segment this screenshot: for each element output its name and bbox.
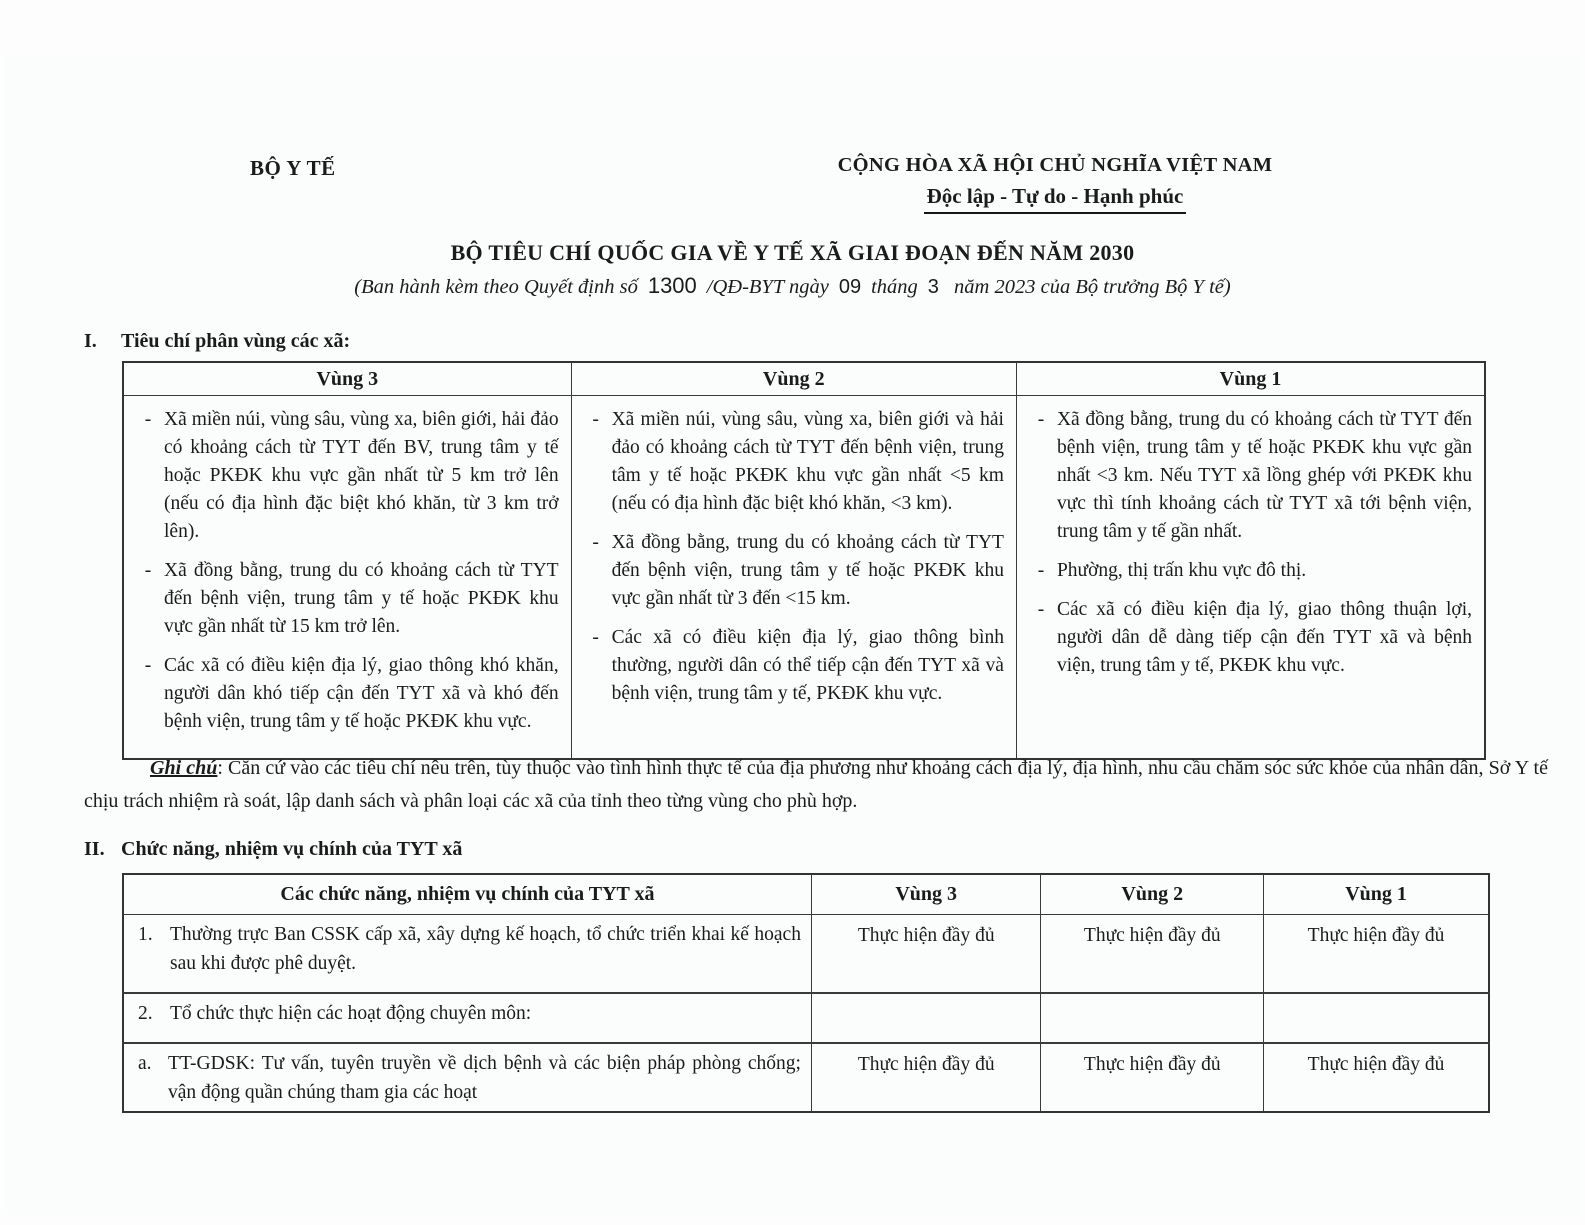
zone1-header: Vùng 1	[1264, 874, 1489, 915]
national-motto: Độc lập - Tự do - Hạnh phúc	[924, 184, 1187, 214]
zone2-header: Vùng 2	[1041, 874, 1264, 915]
country-name: CỘNG HÒA XÃ HỘI CHỦ NGHĨA VIỆT NAM	[837, 154, 1273, 176]
section-2-title: Chức năng, nhiệm vụ chính của TYT xã	[121, 838, 463, 860]
list-item: - Xã đồng bằng, trung du có khoảng cách từ TYT đến bệnh viện, trung tâm y tế hoặc PKĐK khu vực gần nhất từ 3 đến <15 km.	[580, 529, 1006, 613]
zone2-value: Thực hiện đầy đủ	[1041, 1043, 1264, 1112]
zone3-value: Thực hiện đầy đủ	[811, 1043, 1040, 1112]
functions-table-header-row	[123, 874, 1489, 915]
decision-month: 3	[927, 276, 939, 298]
list-item: - Các xã có điều kiện địa lý, giao thông khó khăn, người dân khó tiếp cận đến TYT xã và khó đến bệnh viện, trung tâm y tế hoặc PKĐK khu vực.	[132, 652, 561, 736]
section-2-heading	[84, 838, 462, 861]
subtitle-prefix: (Ban hành kèm theo Quyết định số	[354, 276, 638, 298]
note-label: Ghi chú	[150, 757, 218, 779]
dash-marker: -	[1037, 560, 1045, 581]
table-row	[123, 1043, 1489, 1112]
national-header	[790, 154, 1320, 214]
functions-table	[122, 873, 1490, 1113]
dash-marker: -	[144, 560, 152, 581]
subtitle-mid1: /QĐ-BYT ngày	[706, 276, 829, 298]
zone1-value	[1264, 993, 1489, 1043]
list-item: - Xã miền núi, vùng sâu, vùng xa, biên giới, hải đảo có khoảng cách từ TYT đến BV, trung tâm y tế hoặc PKĐK khu vực gần nhất từ 5 km trở lên (nếu có địa hình đặc biệt khó khăn, từ 3 km trở lên).	[132, 406, 561, 546]
zone3-value	[811, 993, 1040, 1043]
note-text: : Căn cứ vào các tiêu chí nêu trên, tùy thuộc vào tình hình thực tế của địa phương như khoảng cách địa lý, địa hình, nhu cầu chăm sóc sức khỏe của nhân dân, Sở Y tế chịu trách nhiệm rà soát, lập danh sách và phân loại các xã của tỉnh theo từng vùng cho phù hợp.	[84, 757, 1548, 812]
dash-marker: -	[592, 532, 599, 553]
zone1-cell	[1016, 396, 1485, 760]
dash-marker: -	[144, 409, 152, 430]
functions-header: Các chức năng, nhiệm vụ chính của TYT xã	[123, 874, 811, 915]
list-item: - Xã đồng bằng, trung du có khoảng cách từ TYT đến bệnh viện, trung tâm y tế hoặc PKĐK khu vực gần nhất từ 15 km trở lên.	[132, 557, 561, 641]
zone2-cell	[571, 396, 1016, 760]
zone2-value: Thực hiện đầy đủ	[1041, 915, 1264, 994]
zone2-header: Vùng 2	[571, 362, 1016, 396]
table-row	[123, 915, 1489, 994]
decision-number: 1300	[647, 273, 697, 298]
zone2-value	[1041, 993, 1264, 1043]
row-marker: 1.	[138, 924, 153, 945]
zone3-header: Vùng 3	[811, 874, 1040, 915]
list-item: - Phường, thị trấn khu vực đô thị.	[1025, 557, 1474, 585]
dash-marker: -	[1037, 599, 1045, 620]
zone1-value: Thực hiện đầy đủ	[1264, 915, 1489, 994]
task-cell: 2. Tổ chức thực hiện các hoạt động chuyên môn:	[123, 993, 811, 1043]
section-2-number: II.	[84, 838, 105, 860]
decision-day: 09	[838, 276, 862, 298]
zone3-cell	[123, 396, 571, 760]
subtitle-suffix: năm 2023 của Bộ trưởng Bộ Y tế)	[954, 276, 1231, 298]
zone3-value: Thực hiện đầy đủ	[811, 915, 1040, 994]
document-title: BỘ TIÊU CHÍ QUỐC GIA VỀ Y TẾ XÃ GIAI ĐOẠN ĐẾN NĂM 2030	[450, 240, 1135, 265]
list-item: - Xã miền núi, vùng sâu, vùng xa, biên giới và hải đảo có khoảng cách từ TYT đến bệnh viện, trung tâm y tế hoặc PKĐK khu vực gần nhất <5 km (nếu có địa hình đặc biệt khó khăn, <3 km).	[580, 406, 1006, 518]
zone1-value: Thực hiện đầy đủ	[1264, 1043, 1489, 1112]
document-subtitle	[0, 273, 1585, 299]
section-1-heading	[84, 330, 350, 353]
dash-marker: -	[592, 627, 599, 648]
zone1-header: Vùng 1	[1016, 362, 1485, 396]
zone-table-body-row	[123, 396, 1485, 760]
row-marker: 2.	[138, 1003, 153, 1024]
task-cell: 1. Thường trực Ban CSSK cấp xã, xây dựng kế hoạch, tổ chức triển khai kế hoạch sau khi được phê duyệt.	[123, 915, 811, 994]
row-marker: a.	[138, 1053, 152, 1074]
zone-criteria-table	[122, 361, 1486, 760]
section-1-title: Tiêu chí phân vùng các xã:	[121, 330, 351, 352]
zone3-header: Vùng 3	[123, 362, 571, 396]
dash-marker: -	[144, 655, 152, 676]
task-cell: a. TT-GDSK: Tư vấn, tuyên truyền về dịch bệnh và các biện pháp phòng chống; vận động quần chúng tham gia các hoạt	[123, 1043, 811, 1112]
dash-marker: -	[592, 409, 599, 430]
list-item: - Các xã có điều kiện địa lý, giao thông bình thường, người dân có thể tiếp cận đến TYT xã và bệnh viện, trung tâm y tế, PKĐK khu vực.	[580, 624, 1006, 708]
list-item: - Các xã có điều kiện địa lý, giao thông thuận lợi, người dân dễ dàng tiếp cận đến TYT xã và bệnh viện, trung tâm y tế, PKĐK khu vực.	[1025, 596, 1474, 680]
table-row	[123, 993, 1489, 1043]
zone-table-header-row	[123, 362, 1485, 396]
list-item: - Xã đồng bằng, trung du có khoảng cách từ TYT đến bệnh viện, trung tâm y tế hoặc PKĐK khu vực gần nhất <3 km. Nếu TYT xã lồng ghép với PKĐK khu vực thì tính khoảng cách từ TYT xã tới bệnh viện, trung tâm y tế gần nhất.	[1025, 406, 1474, 546]
subtitle-mid2: tháng	[871, 276, 918, 298]
dash-marker: -	[1037, 409, 1045, 430]
section-1-number: I.	[84, 330, 97, 352]
note-paragraph	[84, 752, 1548, 818]
issuing-agency: BỘ Y TẾ	[250, 156, 336, 180]
